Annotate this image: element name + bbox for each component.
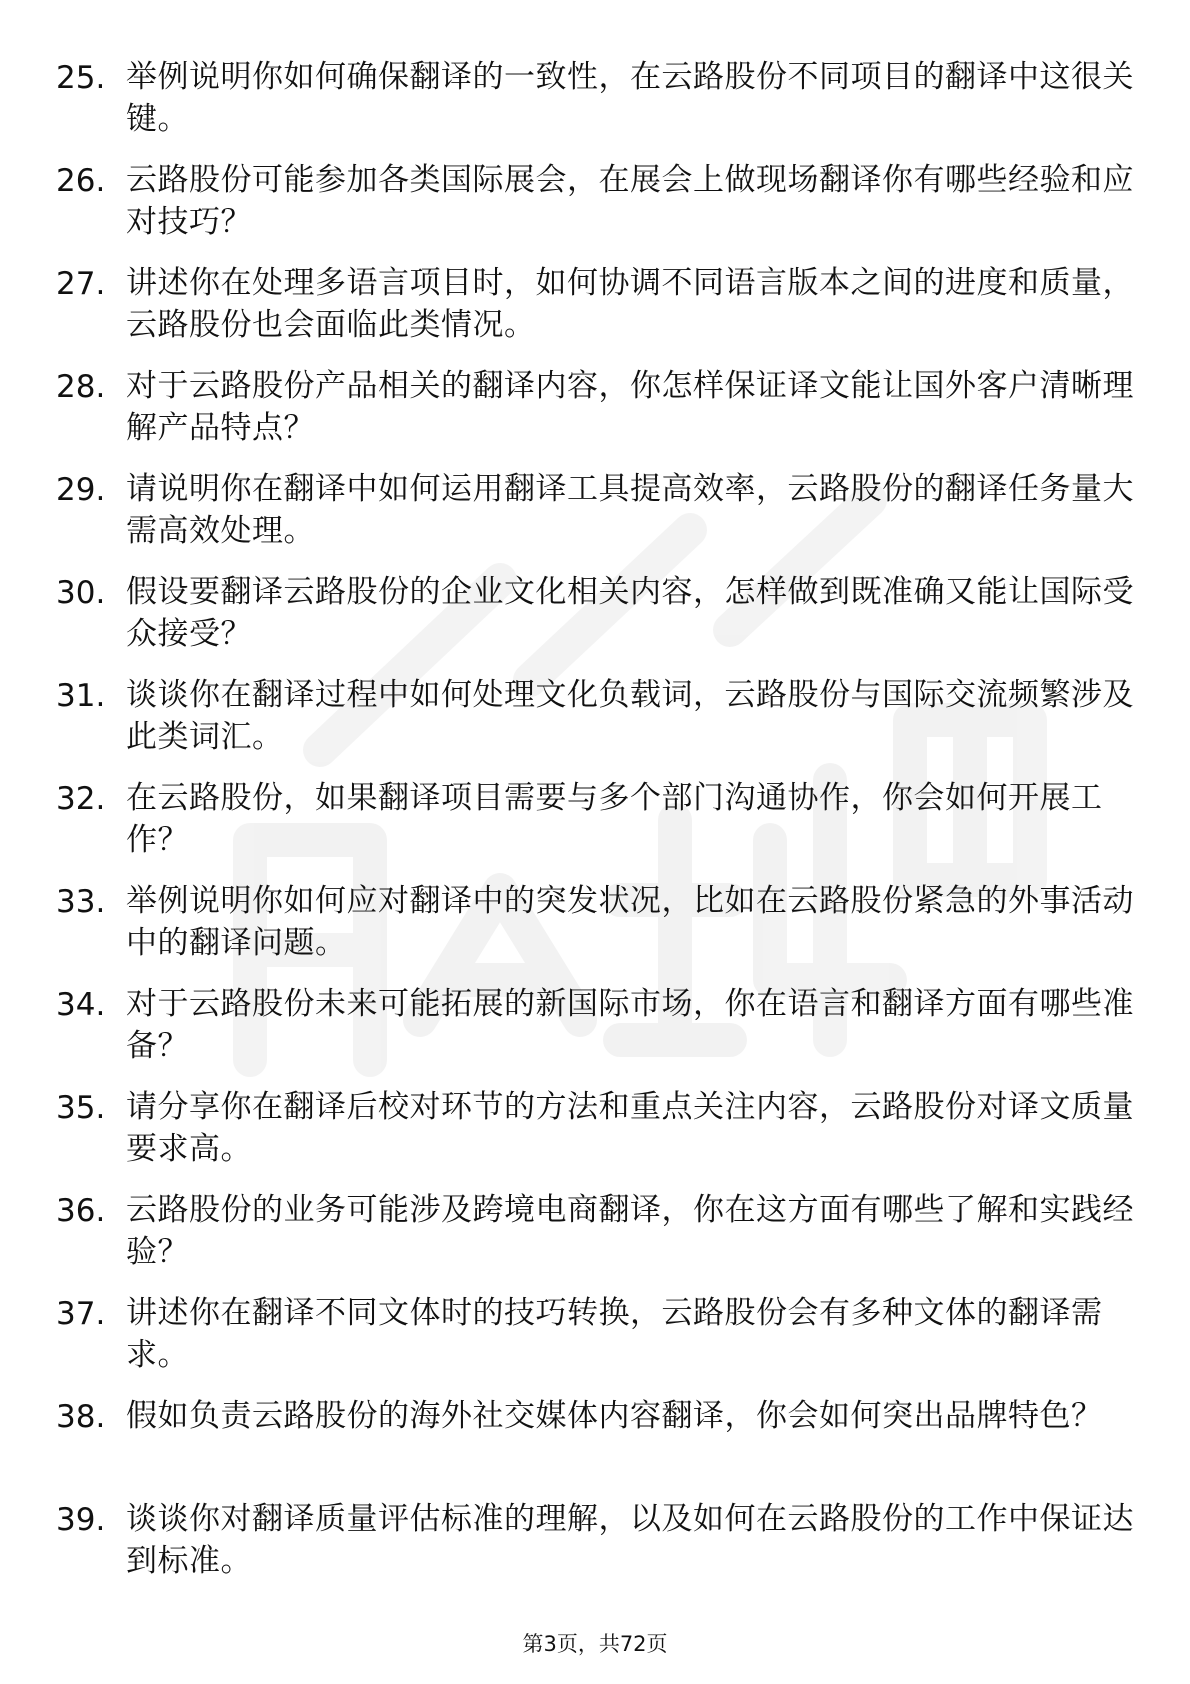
list-item [56,462,1136,565]
question-number: 39. [56,1502,106,1538]
question-list [56,50,1136,1595]
question-number: 36. [56,1193,106,1229]
list-item [56,359,1136,462]
question-text: 假设要翻译云路股份的企业文化相关内容，怎样做到既准确又能让国际受众接受？ [126,574,1134,652]
question-text: 请分享你在翻译后校对环节的方法和重点关注内容，云路股份对译文质量要求高。 [126,1089,1134,1167]
list-item [56,1183,1136,1286]
question-number: 28. [56,369,106,405]
page-footer: 第3页，共72页 [522,1632,668,1656]
question-number: 38. [56,1399,106,1435]
list-item [56,874,1136,977]
question-number: 25. [56,60,106,96]
question-text: 在云路股份，如果翻译项目需要与多个部门沟通协作，你会如何开展工作？ [126,780,1103,858]
list-item [56,1389,1136,1492]
question-text: 假如负责云路股份的海外社交媒体内容翻译，你会如何突出品牌特色？ [126,1398,1103,1434]
list-item [56,1492,1136,1595]
question-text: 云路股份可能参加各类国际展会，在展会上做现场翻译你有哪些经验和应对技巧？ [126,162,1134,240]
question-text: 对于云路股份产品相关的翻译内容，你怎样保证译文能让国外客户清晰理解产品特点？ [126,368,1134,446]
question-number: 31. [56,678,106,714]
question-text: 讲述你在处理多语言项目时，如何协调不同语言版本之间的进度和质量，云路股份也会面临此类情况。 [126,265,1134,343]
list-item [56,153,1136,256]
list-item [56,1080,1136,1183]
question-text: 对于云路股份未来可能拓展的新国际市场，你在语言和翻译方面有哪些准备？ [126,986,1134,1064]
question-number: 35. [56,1090,106,1126]
question-text: 举例说明你如何确保翻译的一致性，在云路股份不同项目的翻译中这很关键。 [126,59,1134,137]
question-text: 请说明你在翻译中如何运用翻译工具提高效率，云路股份的翻译任务量大需高效处理。 [126,471,1134,549]
list-item [56,565,1136,668]
question-number: 33. [56,884,106,920]
question-number: 29. [56,472,106,508]
list-item [56,1286,1136,1389]
list-item [56,668,1136,771]
list-item [56,256,1136,359]
question-number: 37. [56,1296,106,1332]
question-number: 32. [56,781,106,817]
question-text: 谈谈你在翻译过程中如何处理文化负载词，云路股份与国际交流频繁涉及此类词汇。 [126,677,1134,755]
question-text: 讲述你在翻译不同文体时的技巧转换，云路股份会有多种文体的翻译需求。 [126,1295,1103,1373]
question-text: 举例说明你如何应对翻译中的突发状况，比如在云路股份紧急的外事活动中的翻译问题。 [126,883,1134,961]
question-text: 云路股份的业务可能涉及跨境电商翻译，你在这方面有哪些了解和实践经验？ [126,1192,1134,1270]
question-number: 34. [56,987,106,1023]
question-text: 谈谈你对翻译质量评估标准的理解，以及如何在云路股份的工作中保证达到标准。 [126,1501,1134,1579]
list-item [56,977,1136,1080]
question-number: 27. [56,266,106,302]
question-number: 26. [56,163,106,199]
list-item [56,771,1136,874]
question-number: 30. [56,575,106,611]
list-item [56,50,1136,153]
